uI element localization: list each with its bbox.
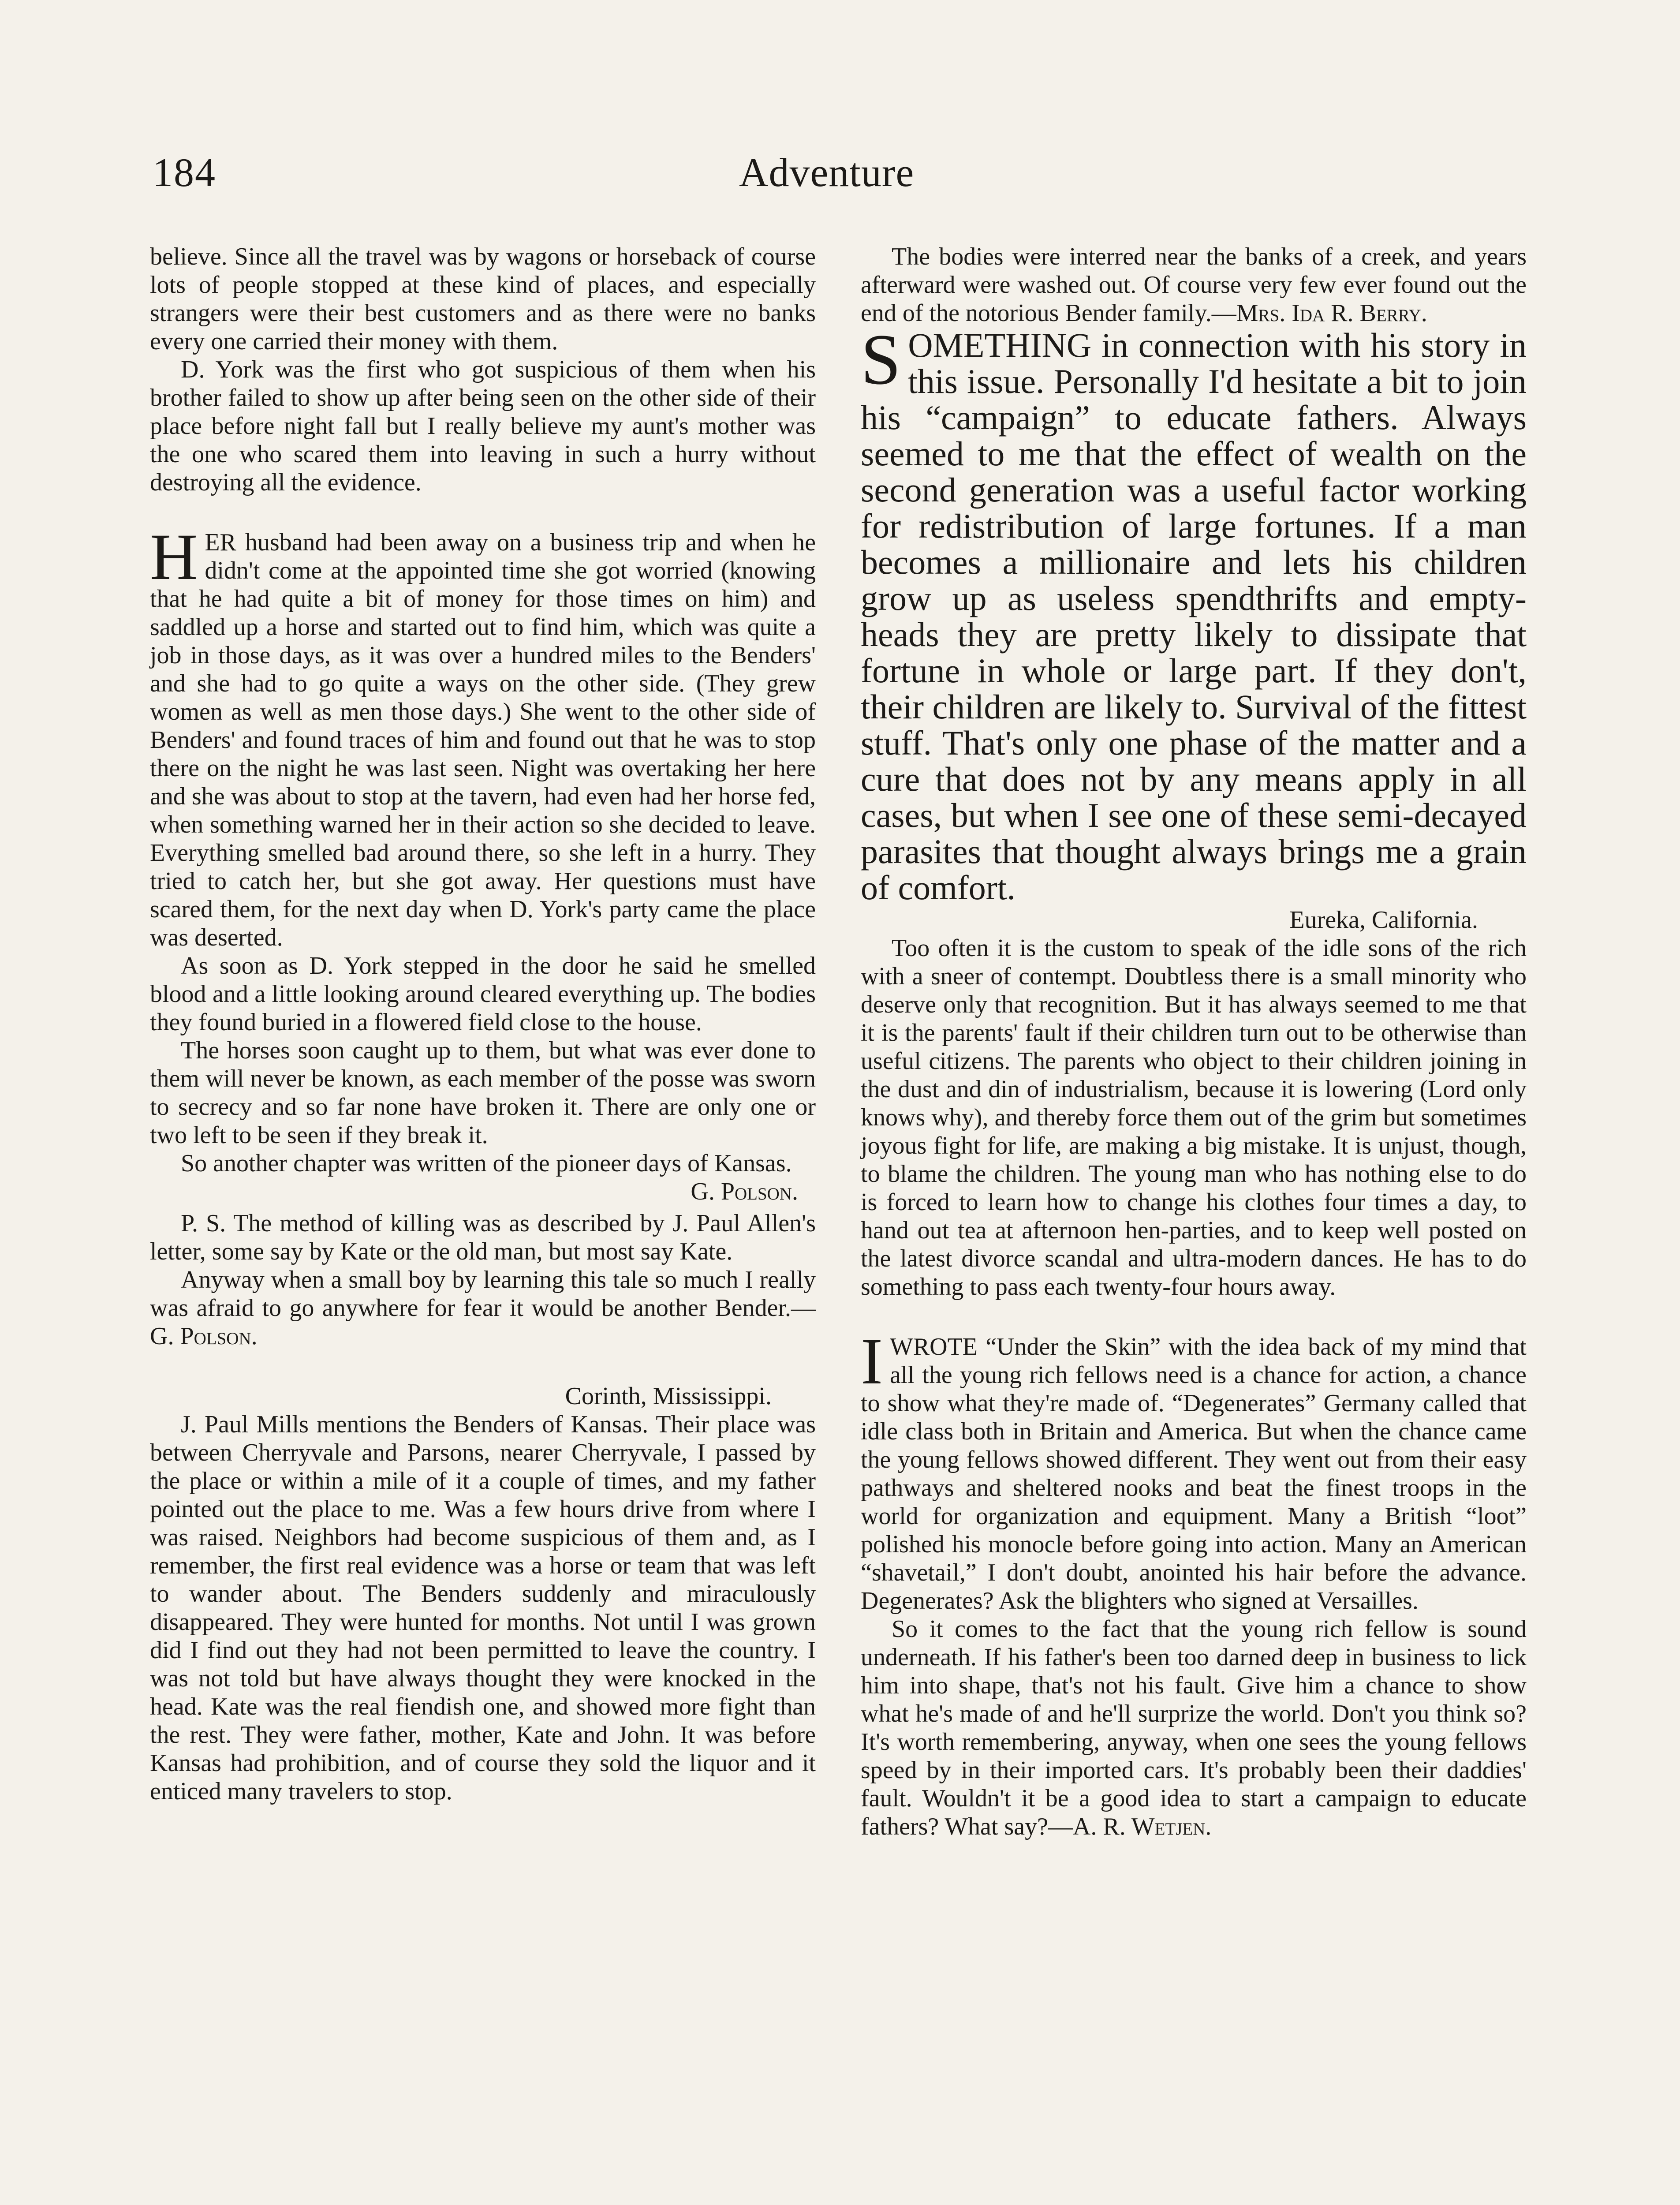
paragraph: Too often it is the custom to speak of the idle sons of the rich with a sneer of contempt. Doubtless there is a small minority who deserve only that recognition. But it has always seemed to me that it is the parents' fault if their children turn out to be otherwise than useful citizens. The parents who object to their children joining in the dust and din of industrialism, because it is lowering (Lord only knows why), and thereby force them out of the grim but sometimes joyous fight for life, are making a big mistake. It is unjust, though, to blame the children. The young man who has nothing else to do is forced to learn how to change his clothes four times a day, to hand out tea at afternoon hen-parties, and to keep well posted on the latest divorce scandal and ultra-modern dances. He has to do something to pass each twenty-four hours away. <box>861 934 1527 1301</box>
signature: Mrs. Ida R. Berry. <box>1236 299 1427 327</box>
paragraph-text: So another chapter was written of the pioneer days of Kansas. <box>181 1150 792 1177</box>
paragraph-text: ER husband had been away on a business trip and when he didn't come at the appointed time she got worried (knowing that he had quite a bit of money for those times on him) and saddled up a horse and started out to find him, which was quite a job in those days, as it was over a hundred miles to the Benders' and she had to go quite a ways on the other side. (They grew women as well as men those days.) She went to the other side of Benders' and found traces of him and found out that he was to stop there on the night he was last seen. Night was overtaking her here and she was about to stop at the tavern, had even had her horse fed, when something warned her in their action so she decided to leave. Everything smelled bad around there, so she left in a hurry. They tried to catch her, but she got away. Her questions must have scared them, for the next day when D. York's party came the place was deserted. <box>150 529 816 951</box>
paragraph-text: Anyway when a small boy by learning this tale so much I really was afraid to go anywhere for fear it would be another Bender.— <box>150 1266 816 1322</box>
page-header <box>153 149 1524 202</box>
paragraph-text: The bodies were interred near the banks of a creek, and years afterward were washed out. Of course very few ever found out the end of the notorious Bender family.— <box>861 243 1527 327</box>
running-title: Adventure <box>739 150 915 195</box>
drop-cap: S <box>861 320 901 400</box>
paragraph-text: OMETHING in connection with his story in this issue. Personally I'd hesitate a bit to join his “campaign” to educate fathers. Always seemed to me that the effect of wealth on the second generation was a useful factor working for redistribution of large fortunes. If a man becomes a millionaire and lets his children grow up as useless spendthrifts and empty-heads they are pretty likely to dissipate that fortune in whole or large part. If they don't, their children are likely to. Survival of the fittest stuff. That's only one phase of the matter and a cure that does not by any means apply in all cases, but when I see one of these semi-decayed parasites that thought always brings me a grain of comfort. <box>861 326 1527 907</box>
signature: A. R. Wetjen. <box>1072 1813 1212 1840</box>
paragraph: J. Paul Mills mentions the Benders of Kansas. Their place was between Cherryvale and Parsons, nearer Cherryvale, I passed by the place or within a mile of it a couple of times, and my father pointed out the place to me. Was a few hours drive from where I was raised. Neighbors had become suspicious of them and, as I remember, the first real evidence was a horse or team that was left to wander about. The Benders suddenly and miraculously disappeared. They were hunted for months. Not until I was grown did I find out they had not been permitted to leave the country. I was not told but have always thought they were knocked in the head. Kate was the real fiendish one, and showed more fight than the rest. They were father, mother, Kate and John. It was before Kansas had prohibition, and of course they sold the liquor and it enticed many travelers to stop. <box>150 1411 816 1805</box>
paragraph: The horses soon caught up to them, but what was ever done to them will never be known, as each member of the posse was sworn to secrecy and so far none have broken it. There are only one or two left to be seen if they break it. <box>150 1037 816 1149</box>
dateline: Eureka, California. <box>1289 906 1478 934</box>
paragraph <box>150 1149 816 1205</box>
paragraph: As soon as D. York stepped in the door he said he smelled blood and a little looking around cleared everything up. The bodies they found buried in a flowered field close to the house. <box>150 952 816 1036</box>
drop-cap: I <box>861 1325 883 1398</box>
page-number: 184 <box>153 150 216 195</box>
dateline: Corinth, Mississippi. <box>565 1383 772 1410</box>
paragraph <box>861 1615 1527 1841</box>
letter-paragraph <box>150 520 816 952</box>
left-column <box>150 243 816 1805</box>
right-column <box>861 243 1527 1841</box>
paragraph-text: So it comes to the fact that the young rich fellow is sound underneath. If his father's been too darned deep in business to lick him into shape, that's not his fault. Give him a chance to show what he's made of and he'll surprize the world. Don't you think so? It's worth remembering, anyway, when one sees the young fellows speed by in their imported cars. It's probably been their daddies' fault. Wouldn't it be a good idea to start a campaign to educate fathers? What say?— <box>861 1615 1527 1840</box>
drop-cap: H <box>150 520 198 594</box>
signature: G. Polson. <box>150 1323 258 1350</box>
paragraph: believe. Since all the travel was by wagons or horseback of course lots of people stopped at these kind of places, and especially strangers were their best customers and as there were no banks every one carried their money with them. <box>150 243 816 355</box>
paragraph <box>861 243 1527 327</box>
signature: G. Polson. <box>691 1178 798 1205</box>
paragraph: D. York was the first who got suspicious of them when his brother failed to show up after being seen on the other side of their place before night fall but I really believe my aunt's mother was the one who scared them into leaving in such a hurry without destroying all the evidence. <box>150 356 816 496</box>
letter-paragraph <box>861 1325 1527 1615</box>
postscript: P. S. The method of killing was as described by J. Paul Allen's letter, some say by Kate or the old man, but most say Kate. <box>150 1210 816 1265</box>
editorial-paragraph <box>861 320 1527 907</box>
postscript <box>150 1266 816 1350</box>
paragraph-text: WROTE “Under the Skin” with the idea back of my mind that all the young rich fellows need is a chance for action, a chance to show what they're made of. “Degenerates” Germany called that idle class both in Britain and America. But when the chance came the young fellows showed different. They went out from their easy pathways and sheltered nooks and beat the finest troops in the world for organization and equipment. Many a British “loot” polished his monocle before going into action. Many an American “shavetail,” I don't doubt, anointed his hair before the advance. Degenerates? Ask the blighters who signed at Versailles. <box>861 1333 1527 1615</box>
